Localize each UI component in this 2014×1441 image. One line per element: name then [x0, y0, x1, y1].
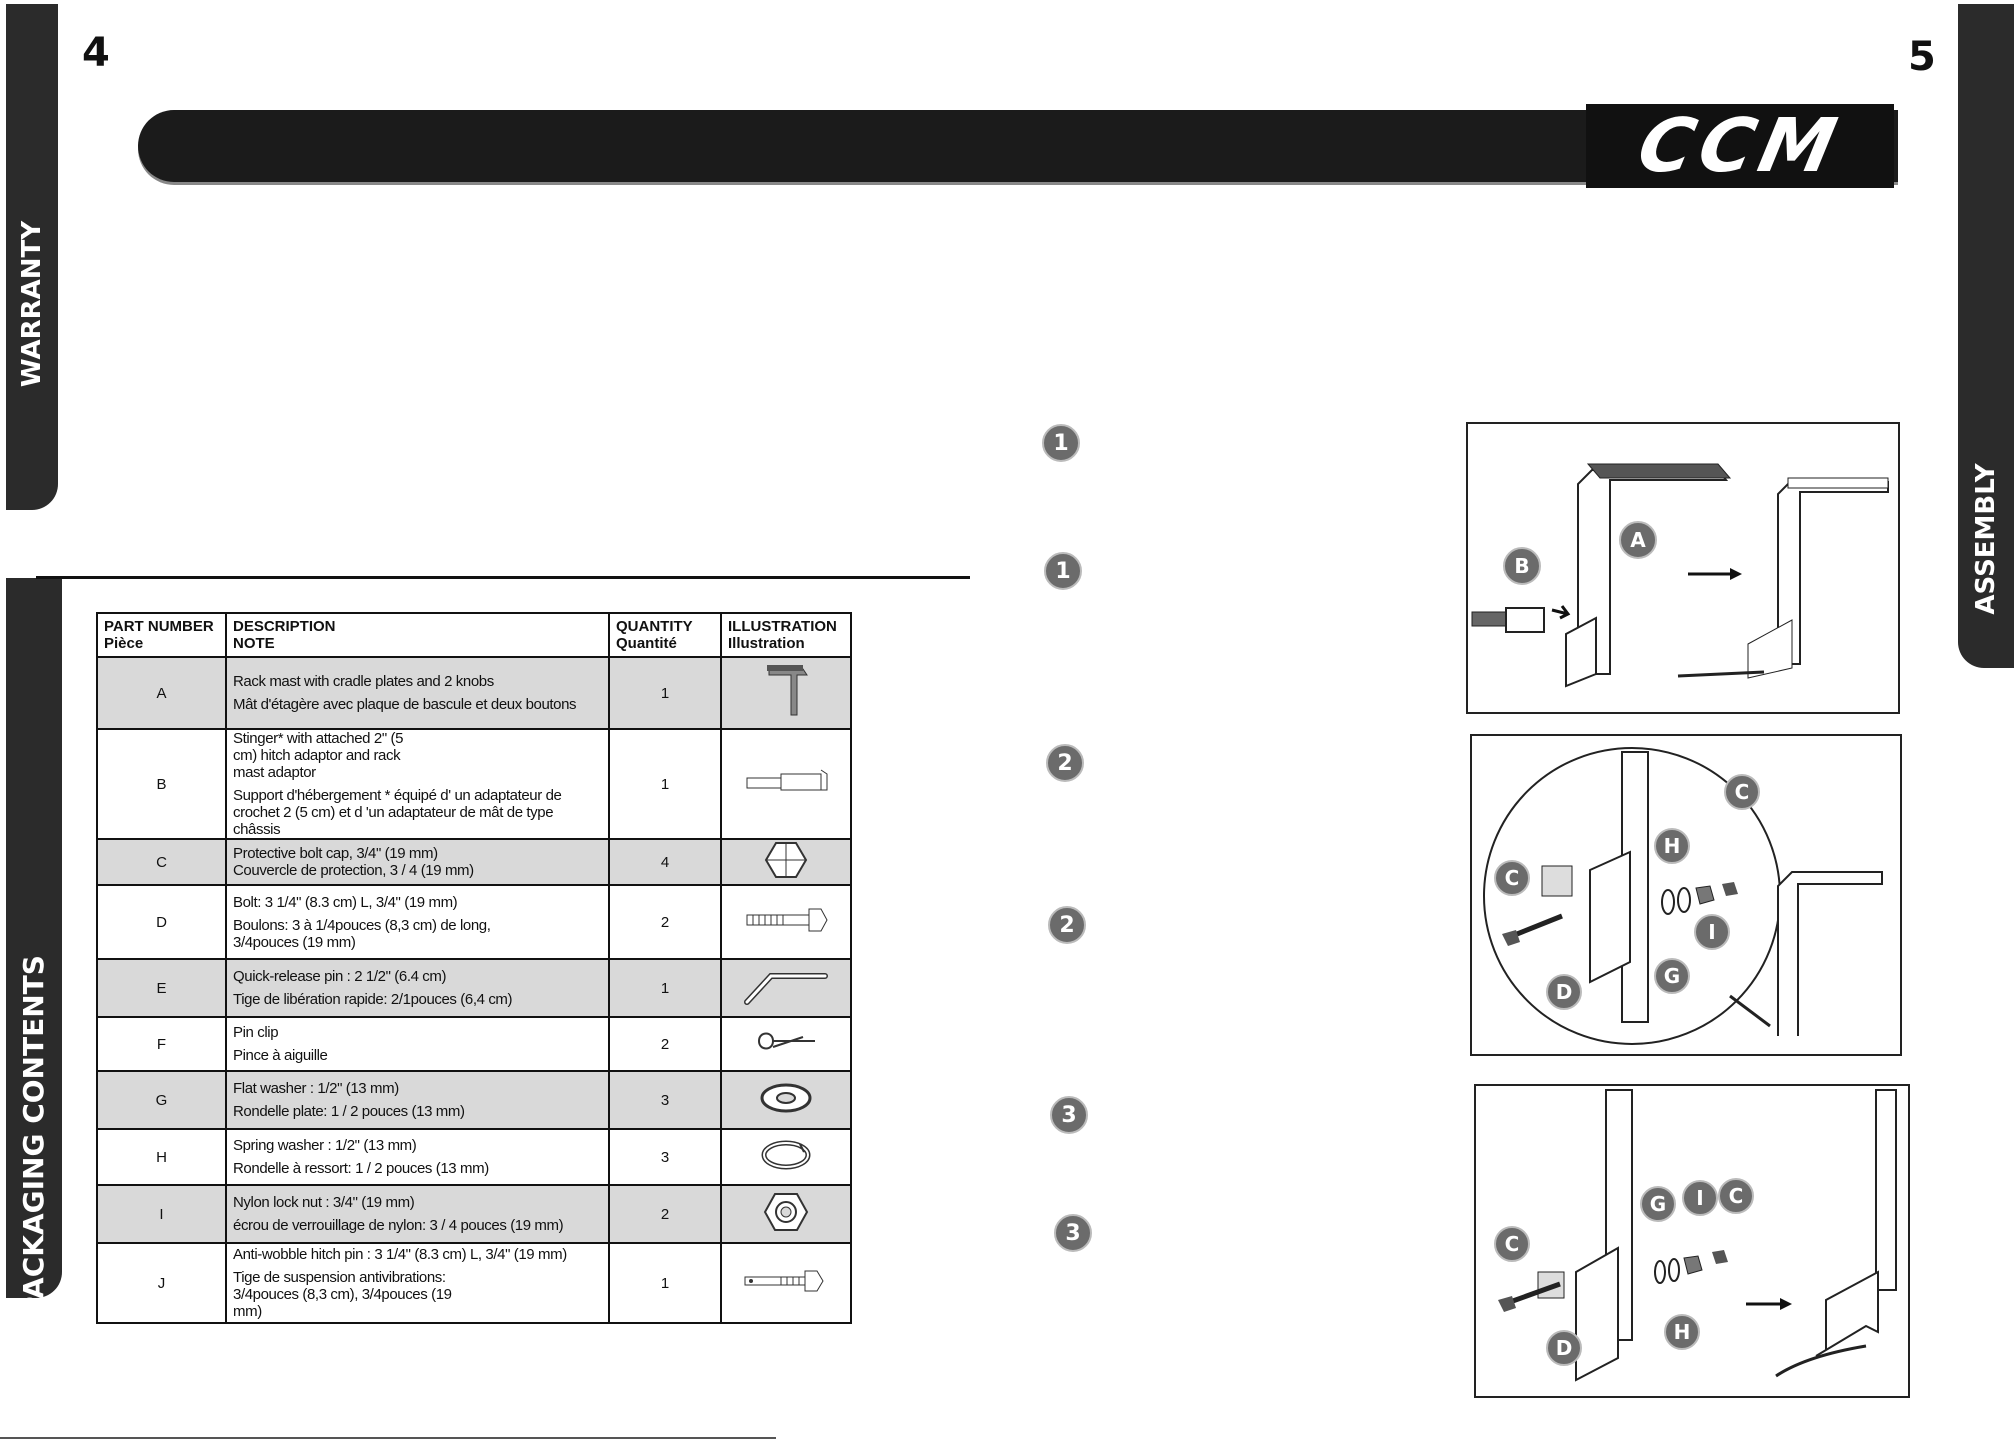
header-quantity: QUANTITY Quantité [609, 613, 721, 657]
rack-mast-icon [721, 657, 851, 729]
callout-a: A [1630, 528, 1646, 552]
part-number: B [97, 729, 226, 839]
section-divider [36, 576, 970, 579]
part-number: C [97, 839, 226, 885]
part-number: D [97, 885, 226, 959]
part-description: Bolt: 3 1/4" (8.3 cm) L, 3/4" (19 mm) Boulons: 3 à 1/4pouces (8,3 cm) de long, 3/4pouces (19 mm) [226, 885, 609, 959]
pin-clip-icon [721, 1017, 851, 1071]
flat-washer-icon [721, 1071, 851, 1129]
part-number: I [97, 1185, 226, 1243]
part-quantity: 1 [609, 729, 721, 839]
callout-d: D [1555, 980, 1573, 1004]
callout-d: D [1555, 1336, 1573, 1360]
table-row [97, 1185, 851, 1243]
part-number: F [97, 1017, 226, 1071]
table-row [97, 729, 851, 839]
callout-h: H [1673, 1320, 1691, 1344]
assembly-tab-label: ASSEMBLY [1971, 463, 2001, 615]
bolt-icon [721, 885, 851, 959]
part-quantity: 2 [609, 1185, 721, 1243]
part-description: Flat washer : 1/2" (13 mm) Rondelle plate: 1 / 2 pouces (13 mm) [226, 1071, 609, 1129]
callout-b: B [1514, 554, 1530, 578]
part-number: E [97, 959, 226, 1017]
table-row [97, 959, 851, 1017]
callout-h: H [1663, 834, 1681, 858]
table-row [97, 1017, 851, 1071]
step-badge: 3 [1050, 1096, 1088, 1134]
part-quantity: 1 [609, 657, 721, 729]
warranty-tab-label: WARRANTY [17, 220, 47, 388]
assembly-figure-1 [1466, 422, 1900, 714]
left-page-number: 4 [82, 30, 110, 76]
assembly-figure-2 [1470, 734, 1902, 1056]
part-quantity: 4 [609, 839, 721, 885]
spring-washer-icon [721, 1129, 851, 1185]
warranty-tab [6, 4, 58, 510]
step-badge: 1 [1044, 552, 1082, 590]
assembly-figure-3 [1474, 1084, 1910, 1398]
part-description: Stinger* with attached 2" (5 cm) hitch adaptor and rack mast adaptor Support d'hébergement * équipé d' un adaptateur de crochet 2 (5 cm) et d 'un adaptateur de mât de type châssis [226, 729, 609, 839]
part-quantity: 1 [609, 1243, 721, 1323]
bottom-divider [0, 1437, 776, 1439]
callout-c: C [1504, 866, 1520, 890]
part-number: J [97, 1243, 226, 1323]
part-number: G [97, 1071, 226, 1129]
step-badge: 3 [1054, 1214, 1092, 1252]
part-description: Nylon lock nut : 3/4" (19 mm) écrou de verrouillage de nylon: 3 / 4 pouces (19 mm) [226, 1185, 609, 1243]
packaging-contents-table [96, 612, 852, 1324]
callout-i: I [1696, 1186, 1704, 1210]
part-quantity: 2 [609, 885, 721, 959]
packaging-contents-tab-label: PACKAGING CONTENTS [17, 955, 50, 1317]
ccm-logo-text: CCM [1630, 103, 1850, 189]
right-page-number: 5 [1908, 34, 1936, 80]
part-number: A [97, 657, 226, 729]
header-description: DESCRIPTION NOTE [226, 613, 609, 657]
ccm-logo [1586, 104, 1894, 188]
part-number: H [97, 1129, 226, 1185]
part-description: Protective bolt cap, 3/4" (19 mm) Couvercle de protection, 3 / 4 (19 mm) [226, 839, 609, 885]
step-badge: 1 [1042, 424, 1080, 462]
part-description: Anti-wobble hitch pin : 3 1/4" (8.3 cm) L, 3/4" (19 mm) Tige de suspension antivibrations: 3/4pouces (8,3 cm), 3/4pouces (19 mm) [226, 1243, 609, 1323]
header-illustration: ILLUSTRATION Illustration [721, 613, 851, 657]
header-part-number: PART NUMBER Pièce [97, 613, 226, 657]
table-row [97, 657, 851, 729]
callout-c: C [1504, 1232, 1520, 1256]
step-badge: 2 [1046, 744, 1084, 782]
part-description: Rack mast with cradle plates and 2 knobs Mât d'étagère avec plaque de bascule et deux boutons [226, 657, 609, 729]
part-quantity: 3 [609, 1129, 721, 1185]
part-description: Pin clip Pince à aiguille [226, 1017, 609, 1071]
callout-g: G [1649, 1192, 1667, 1216]
callout-c: C [1728, 1184, 1744, 1208]
hitch-pin-icon [721, 1243, 851, 1323]
quick-release-pin-icon [721, 959, 851, 1017]
table-row [97, 1129, 851, 1185]
table-row [97, 1071, 851, 1129]
table-header-row [97, 613, 851, 657]
callout-g: G [1663, 964, 1681, 988]
part-description: Quick-release pin : 2 1/2" (6.4 cm) Tige de libération rapide: 2/1pouces (6,4 cm) [226, 959, 609, 1017]
assembly-tab [1958, 4, 2014, 668]
table-row [97, 1243, 851, 1323]
part-quantity: 2 [609, 1017, 721, 1071]
part-quantity: 3 [609, 1071, 721, 1129]
bolt-cap-icon [721, 839, 851, 885]
stinger-icon [721, 729, 851, 839]
part-description: Spring washer : 1/2" (13 mm) Rondelle à ressort: 1 / 2 pouces (13 mm) [226, 1129, 609, 1185]
step-badge: 2 [1048, 906, 1086, 944]
lock-nut-icon [721, 1185, 851, 1243]
table-row [97, 839, 851, 885]
packaging-contents-tab [6, 578, 62, 1317]
table-row [97, 885, 851, 959]
callout-c: C [1734, 780, 1750, 804]
callout-i: I [1708, 920, 1716, 944]
part-quantity: 1 [609, 959, 721, 1017]
